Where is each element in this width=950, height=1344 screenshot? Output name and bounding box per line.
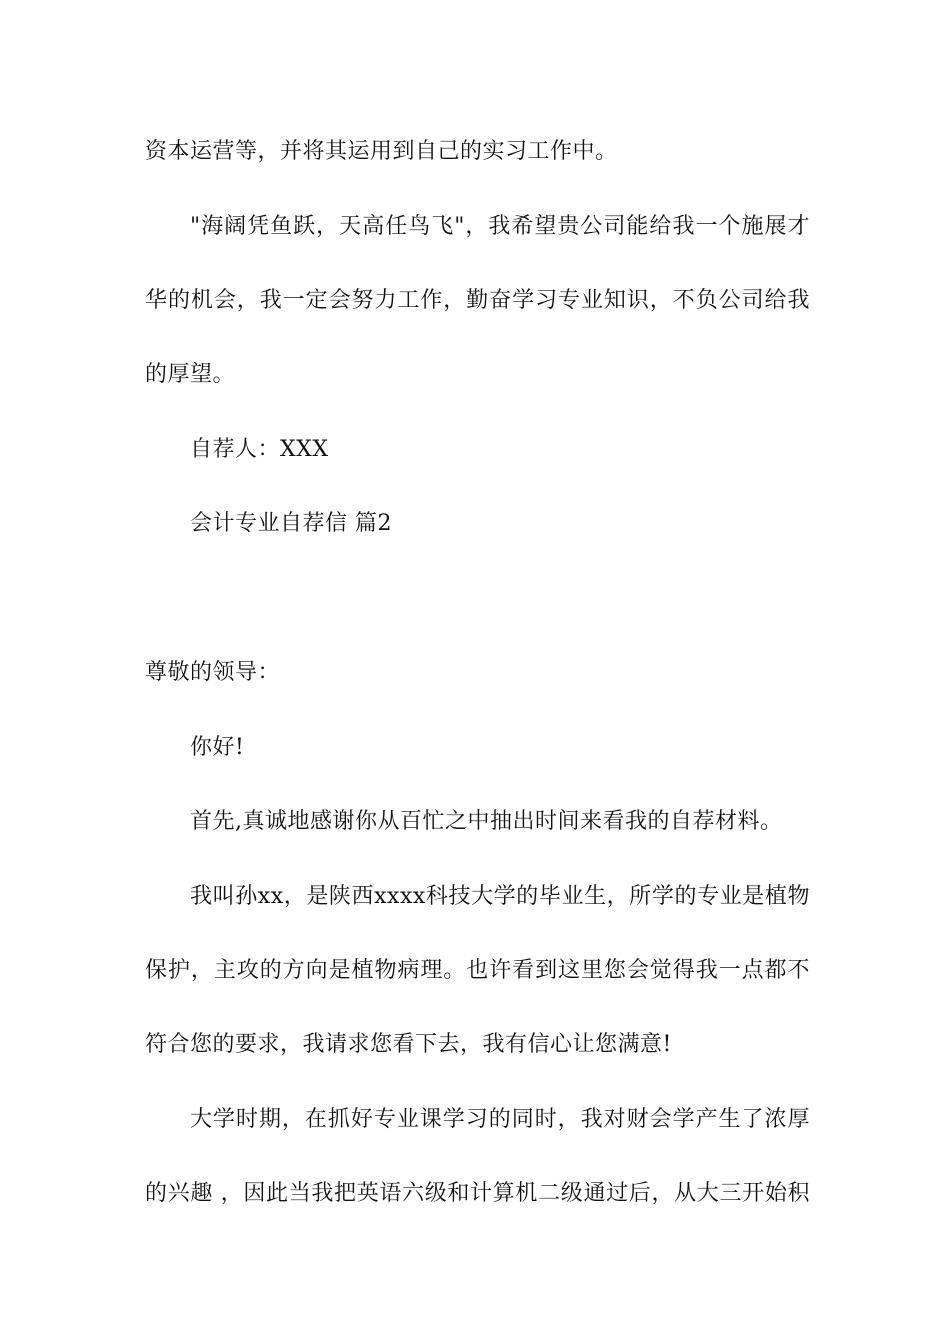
paragraph-line: 我叫孙xx，是陕西xxxx科技大学的毕业生，所学的专业是植物 xyxy=(190,884,810,909)
paragraph-line: "海阔凭鱼跃，天高任鸟飞"，我希望贵公司能给我一个施展才 xyxy=(190,214,810,239)
paragraph-line: 的厚望。 xyxy=(145,362,236,387)
paragraph-line: 首先,真诚地感谢你从百忙之中抽出时间来看我的自荐材料。 xyxy=(190,809,783,834)
salutation: 尊敬的领导： xyxy=(145,660,281,685)
paragraph-line: 符合您的要求，我请求您看下去，我有信心让您满意! xyxy=(145,1032,672,1057)
paragraph-line: 华的机会，我一定会努力工作，勤奋学习专业知识，不负公司给我 xyxy=(145,288,810,313)
paragraph-line: 的兴趣 ，因此当我把英语六级和计算机二级通过后，从大三开始积 xyxy=(145,1181,810,1206)
paragraph-line: 保护，主攻的方向是植物病理。也许看到这里您会觉得我一点都不 xyxy=(145,958,810,983)
signature-line: 自荐人：XXX xyxy=(190,437,329,462)
section-heading: 会计专业自荐信 篇2 xyxy=(190,511,392,536)
greeting: 你好! xyxy=(190,735,245,760)
paragraph-line: 大学时期，在抓好专业课学习的同时，我对财会学产生了浓厚 xyxy=(190,1107,810,1132)
paragraph-line: 资本运营等，并将其运用到自己的实习工作中。 xyxy=(145,139,618,164)
